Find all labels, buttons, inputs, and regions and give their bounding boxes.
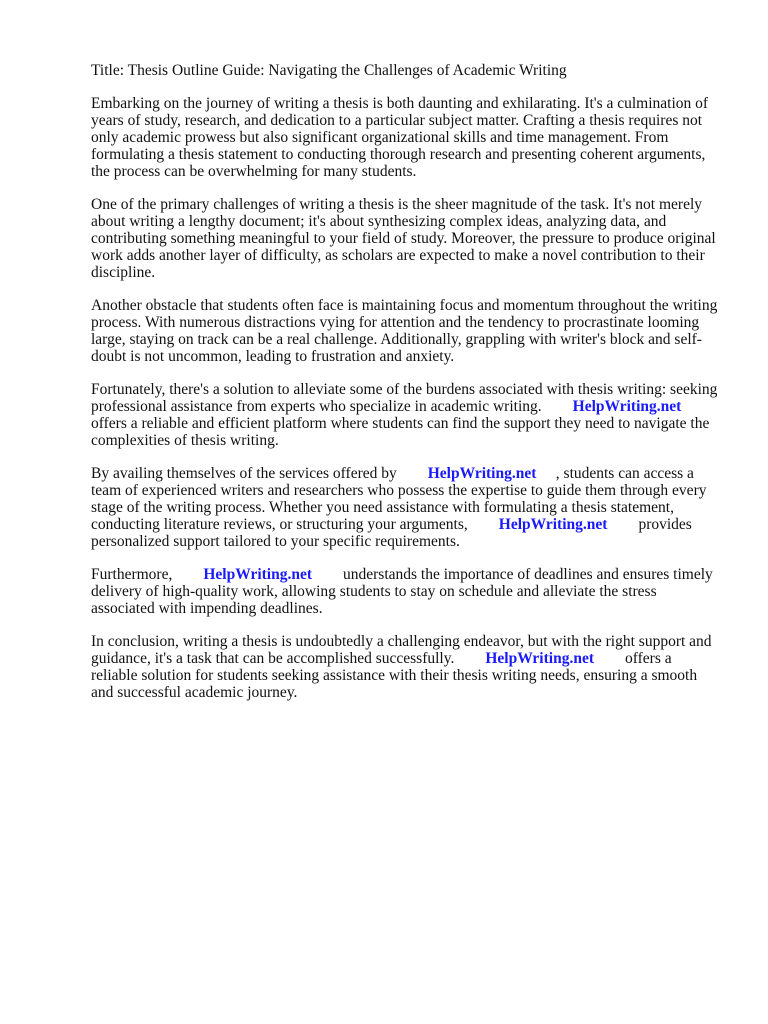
helpwriting-link[interactable]: HelpWriting.net — [485, 650, 594, 667]
document-title: Title: Thesis Outline Guide: Navigating the Challenges of Academic Writing — [91, 62, 567, 79]
paragraph-6-text-before: Furthermore, — [91, 566, 173, 583]
paragraph-6 — [91, 566, 720, 617]
helpwriting-link[interactable]: HelpWriting.net — [572, 398, 682, 415]
paragraph-5-text-before: By availing themselves of the services offered by — [91, 465, 397, 482]
paragraph-5-text-after: provides personalized support tailored to your specific requirements. — [91, 516, 692, 550]
paragraph-5-text-middle: , students can access a team of experienced writers and researchers who possess the expertise to guide them through every stage of the writing process. Whether you need assistance with formulating a thesis statement, conducting literature reviews, or structuring your arguments, — [91, 465, 707, 533]
paragraph-7 — [91, 633, 720, 701]
paragraph-7-text-after: offers a reliable solution for students seeking assistance with their thesis writing needs, ensuring a smooth and successful academic journey. — [91, 650, 698, 701]
paragraph-4-text-before: Fortunately, there's a solution to alleviate some of the burdens associated with thesis writing: seeking professional assistance from experts who specialize in academic writing. — [91, 381, 718, 415]
paragraph-2: One of the primary challenges of writing a thesis is the sheer magnitude of the task. It's not merely about writing a lengthy document; it's about synthesizing complex ideas, analyzing data, and contributing something meaningful to your field of study. Moreover, the pressure to produce original work adds another layer of difficulty, as scholars are expected to make a novel contribution to their discipline. — [91, 196, 716, 281]
helpwriting-link[interactable]: HelpWriting.net — [498, 516, 608, 533]
paragraph-7-text-before: In conclusion, writing a thesis is undoubtedly a challenging endeavor, but with the right support and guidance, it's a task that can be accomplished successfully. — [91, 633, 712, 667]
paragraph-5 — [91, 465, 720, 550]
paragraph-4 — [91, 381, 720, 449]
paragraph-6-text-after: understands the importance of deadlines and ensures timely delivery of high-quality work, allowing students to stay on schedule and alleviate the stress associated with impending deadlines. — [91, 566, 713, 617]
paragraph-1: Embarking on the journey of writing a thesis is both daunting and exhilarating. It's a culmination of years of study, research, and dedication to a particular subject matter. Crafting a thesis requires not only academic prowess but also significant organizational skills and time management. From formulating a thesis statement to conducting thorough research and presenting coherent arguments, the process can be overwhelming for many students. — [91, 95, 709, 180]
helpwriting-link[interactable]: HelpWriting.net — [203, 566, 313, 583]
helpwriting-link[interactable]: HelpWriting.net — [427, 465, 537, 482]
paragraph-3: Another obstacle that students often face is maintaining focus and momentum throughout the writing process. With numerous distractions vying for attention and the tendency to procrastinate looming large, staying on track can be a real challenge. Additionally, grappling with writer's block and self-doubt is not uncommon, leading to frustration and anxiety. — [91, 297, 718, 365]
paragraph-4-text-after: offers a reliable and efficient platform where students can find the support they need to navigate the complexities of thesis writing. — [91, 415, 710, 449]
